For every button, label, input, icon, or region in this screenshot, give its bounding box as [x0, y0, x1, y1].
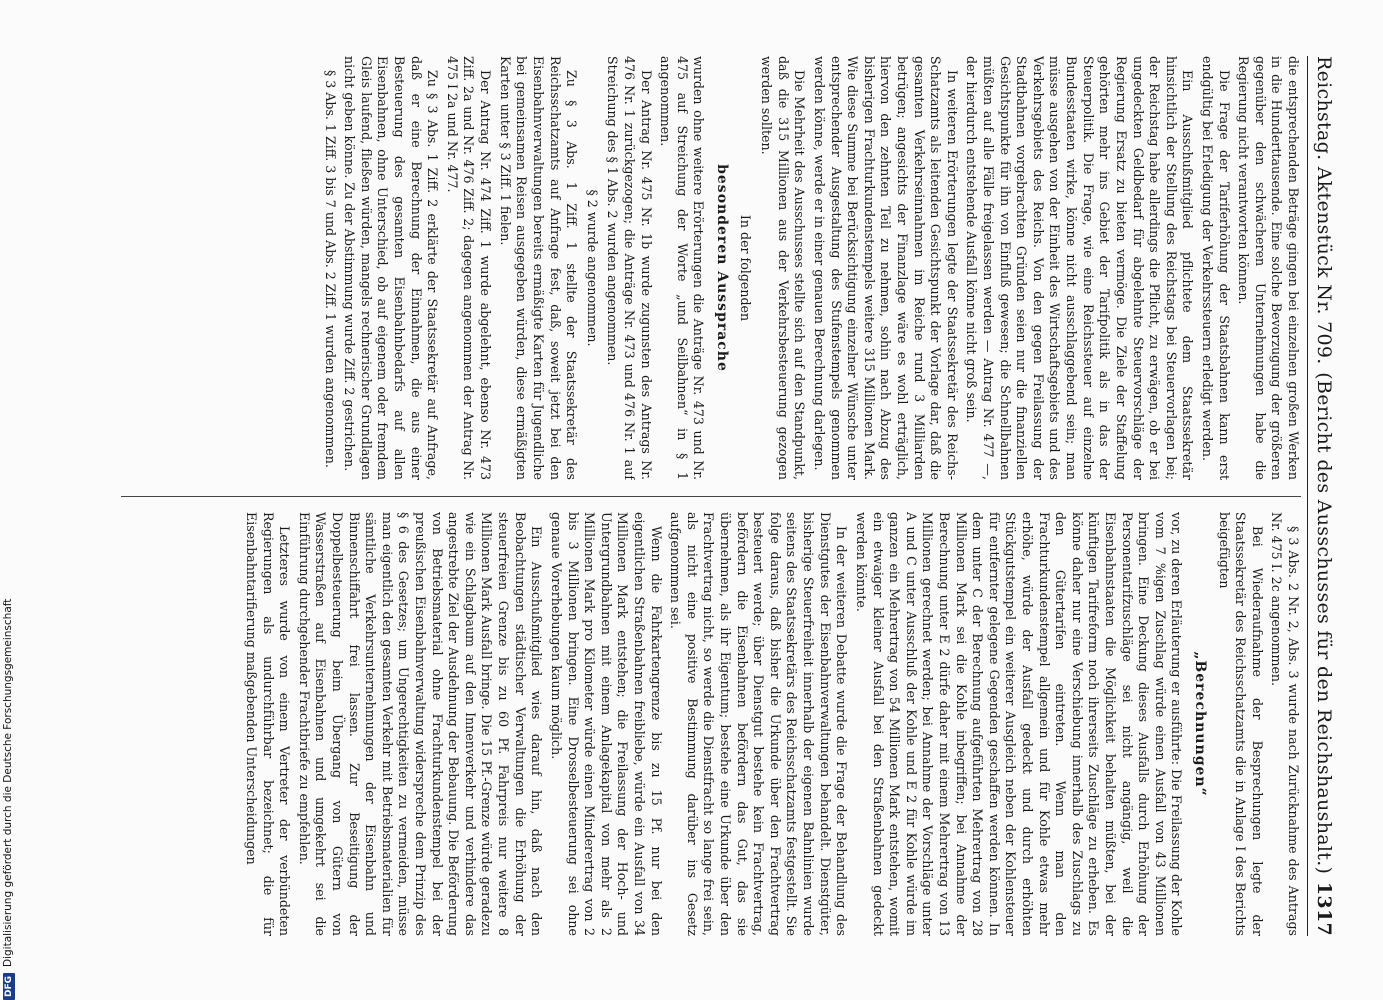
page-number: 1317	[1313, 881, 1336, 936]
paragraph: In weiteren Erörterungen legte der Staatssekretär des Reichs-Schatzamts als leitenden Gesichtspunkt der Vorlage dar, daß die gesamten Verkehrseinnahmen im Reiche rund 3 Milliarden betrügen; angesichts der Finanzlage wäre es wohl erträglich, hiervon den zehnten Teil zu nehmen, sohin nach Abzug des bisherigen Frachturkundenstempels weitere 315 Millionen Mark. Wie diese Summe bei Berücksichtigung einzelner Wünsche unter entsprechender Ausgestaltung des Stufenstempels genommen werden könne, werde er in einer genauen Berechnung darlegen.	[811, 56, 960, 480]
paragraph: die entsprechenden Beträge gingen bei einzelnen großen Werken in die Hunderttausende. Eine solche Bevorzugung der größeren gegenüber den schwächeren Unternehmungen habe die Regierung nicht verantworten können.	[1236, 56, 1301, 480]
page-header	[1307, 56, 1341, 936]
header-left: Reichstag. Aktenstück Nr. 709.	[1313, 56, 1336, 365]
paragraph: Wenn die Fahrkartengrenze bis zu 15 Pf. nur bei den eigentlichen Straßenbahnen freibliebe, würde ein Ausfall von 34 Millionen Mark entstehen; die Freilassung der Hoch- und Untergrundbahnen mit einem Anlagekapital von mehr als 2 Millionen Mark pro Kilometer würde einen Minderertrag von 2 bis 3 Millionen bringen. Eine Drosselbesteuerung sei ohne genaue Vorerhebungen kaum möglich.	[548, 512, 664, 936]
funding-note	[2, 599, 15, 1000]
column-divider	[121, 496, 1301, 497]
paragraph: Bei Wiederaufnahme der Besprechungen legte der Staatssekretär des Reichsschatzamts die in Anlage I des Berichts beigefügten	[1216, 512, 1265, 936]
paragraph: § 3 Abs. 1 Ziff. 3 bis 7 und Abs. 2 Ziff. 1 wurden angenommen.	[322, 70, 338, 468]
dfg-logo: DFG	[3, 973, 15, 1000]
paragraph: Der Antrag Nr. 474 Ziff. 1 wurde abgelehnt, ebenso Nr. 473 Ziff. 2a und Nr. 476 Ziff. 2; dagegen angenommen der Antrag Nr. 475 I 2a und Nr. 477.	[444, 56, 494, 480]
paragraph: In der weiteren Debatte wurde die Frage der Behandlung des Dienstgutes der Eisenbahnverwaltungen behandelt. Dienstgüter, bisherige Steuerfreiheit innerhalb der eigenen Bahnlinien wurde seitens des Staatssekretärs des Reichsschatzamts festgestellt. Sie folge daraus, daß bisher die Urkunde über den Frachtvertrag besteuert werde; über Dienstgut bestehe kein Frachtvertrag, befördern die Eisenbahnen befördern das Gut, das sie übernehmen, als ihr Eigentum; bestehe eine Urkunde über den Frachtvertrag nicht, so werde die Dienstfracht so lange frei sein, als nicht eine positive Bestimmung darüber ins Gesetz aufgenommen sei.	[668, 512, 850, 936]
paragraph: In der folgenden	[738, 214, 754, 322]
funding-note-text: Digitalisierung gefördert durch die Deutsche Forschungsgemeinschaft	[2, 598, 14, 967]
paragraph: Zu § 3 Abs. 1 Ziff. 2 erklärte der Staatssekretär auf Anfrage, daß er eine Berechnung der Einnahmen, die aus einer Besteuerung des gesamten Eisenbahnbedarfs auf allen Eisenbahnen, ohne Unterschied, ob auf eigenem oder fremdem Gleis laufend, fließen würden, mangels rechnerischer Grundlagen nicht geben könne. Zu der Abstimmung wurde Ziff. 2 gestrichen.	[342, 56, 441, 480]
paragraph: Der Antrag Nr. 475 Nr. 1b wurde zugunsten des Antrags Nr. 476 Nr. 1 zurückgezogen; die Anträge Nr. 473 und 476 Nr. 1 auf Streichung des § 1 Abs. 2 wurden angenommen.	[605, 56, 654, 480]
paragraph: wurden ohne weitere Erörterungen die Anträge Nr. 473 und Nr. 475 auf Streichung der Worte „und Seilbahnen“ in § 1 angenommen.	[658, 56, 707, 480]
paragraph-centered: § 2 wurde angenommen.	[584, 189, 600, 347]
left-column	[121, 56, 1301, 480]
paragraph: Die Frage der Tariferhöhung der Staatsbahnen kann erst endgültig bei Erledigung der Verkehrssteuern erledigt werden.	[1199, 56, 1232, 480]
paragraph: vor, zu deren Erläuterung er ausführte: Die Freilassung der Kohle vom 7 %igen Zuschlag würde einen Ausfall von 43 Millionen bringen. Eine Deckung dieses Ausfalls durch Erhöhung der Personentarifzuschläge sei nicht angängig, weil die Eisenbahnstaaten die Möglichkeit behalten müßten, bei der künftigen Tarifreform noch ihrerseits Zuschläge zu erheben. Es könne daher nur eine Verschiebung innerhalb des Zuschlags zu den Gütertarifen eintreten. Wenn man den Frachturkundenstempel allgemein und für Kohle etwas mehr erhöhe, würde der Ausfall gedeckt und durch erhöhten Stückgutstempel ein weiterer Ausgleich neben der Kohlensteuer für entfernter gelegene Gegenden geschaffen werden können. In dem unter C der Berechnung aufgeführten Mehrertrag von 28 Millionen Mark sei die Kohle inbegriffen; bei Annahme der Berechnung unter E 2 dürfe daher mit einem Mehrertrag von 13 Millionen gerechnet werden; bei Annahme der Vorschläge unter A und C unter Ausschluß der Kohle und E 2 für Kohle würde im ganzen ein Mehrertrag von 54 Millionen Mark entstehen, womit ein etwaiger kleiner Ausfall bei den Straßenbahnen gedeckt werden könnte.	[853, 512, 1185, 936]
paragraph: § 3 Abs. 2 Nr. 2, Abs. 3 wurde nach Zurücknahme des Antrags Nr. 475 I. 2c angenommen.	[1269, 512, 1301, 936]
paragraph: Die Mehrheit des Ausschusses stellte sich auf den Standpunkt, daß die 315 Millionen aus der Verkehrsbesteuerung gezogen werden sollten.	[759, 56, 808, 480]
right-column	[121, 512, 1301, 936]
paragraph: Letzteres wurde von einem Vertreter der verbündeten Regierungen als undurchführbar bezeichnet; die für Eisenbahntarifierung maßgebenden Unterscheidungen	[243, 512, 293, 936]
rotated-page	[101, 56, 1341, 936]
paragraph: Ein Ausschußmitglied pflichtete dem Staatssekretär hinsichtlich der Stellung des Reichstags bei Steuervorlagen bei; der Reichstag habe allerdings die Pflicht, zu erwägen, ob er bei ungedeckten Geldbedarf für abgelehnte Steuervorschläge der Regierung Ersatz zu bieten vermöge. Die Ziele der Staffelung gehörten mehr ins Gebiet der Tarifpolitik als in das der Steuerpolitik. Die Frage, wie eine Reichssteuer auf einzelne Bundesstaaten wirke, könne nicht ausschlaggebend sein; man müsse ausgehen von der Einheit des Wirtschaftsgebiets und des Verkehrsgebiets des Reichs. Von den gegen Freilassung der Stadtbahnen vorgebrachten Gründen seien nur die finanziellen Gesichtspunkte für ihn von Einfluß gewesen; die Schnellbahnen müßten auf alle Fälle freigelassen werden — Antrag Nr. 477 —, der hierdurch entstehende Ausfall könne nicht groß sein.	[964, 56, 1196, 480]
section-heading: „Berechnungen“	[1191, 651, 1208, 797]
paragraph: Ein Ausschußmitglied wies darauf hin, daß nach den Beobachtungen städtischer Verwaltungen die Erhöhung der steuerfreien Grenze bis zu 60 Pf. Fahrpreis nur weitere 8 Millionen Mark Ausfall bringe. Die 15 Pf.-Grenze würde geradezu wie ein Schlagbaum auf den Innenverkehr und verhindere das angestrebte Ziel der Ausdehnung der Bebauung. Die Beförderung von Betriebsmaterial ohne Frachturkundenstempel bei der preußischen Eisenbahnverwaltung widerspreche dem Prinzip des § 6 des Gesetzes; um Ungerechtigkeiten zu vermeiden, müsse man eigentlich den gesamten Verkehr mit Betriebsmaterialien für sämtliche Verkehrsunternehmungen der Eisenbahn und Binnenschiffahrt frei lassen. Zur Beseitigung der Doppelbesteuerung beim Übergang von Gütern von Wasserstraßen auf Eisenbahnen und umgekehrt sei die Einführung durchgehender Frachtbriefe zu empfehlen.	[296, 512, 545, 936]
section-heading: besonderen Aussprache	[713, 164, 730, 372]
header-right: (Bericht des Ausschusses für den Reichshaushalt.)	[1313, 372, 1336, 875]
paragraph: Zu § 3 Abs. 1 Ziff. 1 stellte der Staatssekretär des Reichsschatzamts auf Anfrage fest, daß, soweit jetzt bei den Eisenbahnverwaltungen bereits ermäßigte Karten für Jugendliche bei gemeinsamen Reisen ausgegeben würden, diese ermäßigten Karten unter § 3 Ziff. 1 fielen.	[497, 56, 580, 480]
